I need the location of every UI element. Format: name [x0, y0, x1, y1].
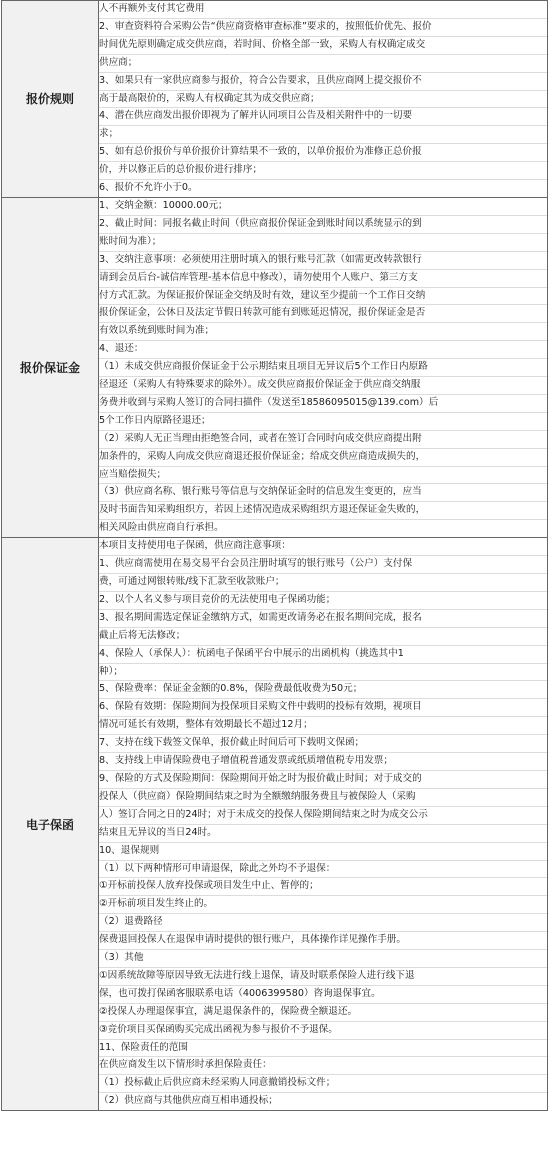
text-line: 有效以系统到账时间为准； [99, 323, 547, 341]
text-line: 10、退保规则 [99, 843, 547, 861]
text-line: 5、保险费率：保证金金额的0.8%，保险费最低收费为50元； [99, 681, 547, 699]
text-line: 本项目支持使用电子保函，供应商注意事项： [99, 538, 547, 556]
section-content-quote-deposit [99, 197, 548, 537]
text-line: 报价保证金，公休日及法定节假日转款可能有到账延迟情况，报价保证金是否 [99, 305, 547, 323]
text-line: 2、以个人名义参与项目竞价的无法使用电子保函功能； [99, 592, 547, 610]
text-line: 保，也可拨打保函客服联系电话（4006399580）咨询退保事宜。 [99, 986, 547, 1004]
section-label-e-guarantee: 电子保函 [2, 538, 99, 1111]
text-line: （1）投标截止后供应商未经采购人同意撤销投标文件； [99, 1075, 547, 1093]
text-line: 3、如果只有一家供应商参与报价，符合公告要求，且供应商网上提交报价不 [99, 73, 547, 91]
text-line: （3）其他 [99, 950, 547, 968]
text-line: 供应商； [99, 55, 547, 73]
text-line: 人不再额外支付其它费用 [99, 1, 547, 19]
text-line: 务费并收到与采购人签订的合同扫描件（发送至18586095015@139.com）后 [99, 395, 547, 413]
text-line: 在供应商发生以下情形时承担保险责任： [99, 1057, 547, 1075]
text-line: ①因系统故障等原因导致无法进行线上退保，请及时联系保险人进行线下退 [99, 968, 547, 986]
text-line: 径退还（采购人有特殊要求的除外）。成交供应商报价保证金于供应商交纳服 [99, 377, 547, 395]
text-line: 5、如有总价报价与单价报价计算结果不一致的，以单价报价为准修正总价报 [99, 144, 547, 162]
text-line: 6、保险有效期：保险期间为投保项目采购文件中载明的投标有效期，视项目 [99, 699, 547, 717]
text-line: 求； [99, 126, 547, 144]
section-content-e-guarantee [99, 538, 548, 1111]
text-line: 4、潜在供应商发出报价即视为了解并认同项目公告及相关附件中的一切要 [99, 108, 547, 126]
text-line: 投保人（供应商）保险期间结束之时为全额缴纳服务费且与被保险人（采购 [99, 789, 547, 807]
text-line: 结束且无异议的当日24时。 [99, 825, 547, 843]
text-line: 种）； [99, 664, 547, 682]
text-line: 费，可通过网银转账/线下汇款至收款账户； [99, 574, 547, 592]
text-line: 3、报名期间需选定保证金缴纳方式，如需更改请务必在报名期间完成，报名 [99, 610, 547, 628]
text-line: 6、报价不允许小于0。 [99, 182, 198, 194]
text-line: 及时书面告知采购组织方，若因上述情况造成采购组织方退还保证金失败的， [99, 502, 547, 520]
text-line: 高于最高限价的，采购人有权确定其为成交供应商； [99, 91, 547, 109]
text-line: 付方式汇款。为保证报价保证金交纳及时有效，建议至少提前一个工作日交纳 [99, 288, 547, 306]
text-line: 9、保险的方式及保险期间：保险期间开始之时为报价截止时间；对于成交的 [99, 771, 547, 789]
text-line: （2）采购人无正当理由拒绝签合同，或者在签订合同时向成交供应商提出附 [99, 431, 547, 449]
text-line: （1）以下两种情形可申请退保，除此之外均不予退保： [99, 861, 547, 879]
text-line: 4、退还： [99, 341, 547, 359]
text-line: 相关风险由供应商自行承担。 [99, 522, 224, 534]
text-line: 应当赔偿损失； [99, 467, 547, 485]
text-line: 8、支持线上申请保险费电子增值税普通发票或纸质增值税专用发票； [99, 753, 547, 771]
text-line: 11、保险责任的范围 [99, 1040, 547, 1058]
text-line: 2、审查资料符合采购公告“供应商资格审查标准”要求的，按照低价优先、报价 [99, 19, 547, 37]
text-line: 人）签订合同之日的24时；对于未成交的投保人保险期间结束之时为成交公示 [99, 807, 547, 825]
text-line: 3、交纳注意事项：必须使用注册时填入的银行账号汇款（如需更改转款银行 [99, 252, 547, 270]
text-line: 价，并以修正后的总价报价进行排序； [99, 162, 547, 180]
text-line: 请到会员后台-诚信库管理-基本信息中修改），请勿使用个人账户、第三方支 [99, 270, 547, 288]
text-line: 截止后将无法修改； [99, 628, 547, 646]
text-line: （1）未成交供应商报价保证金于公示期结束且项目无异议后5个工作日内原路 [99, 359, 547, 377]
text-line: 4、保险人（承保人）：杭函电子保函平台中展示的出函机构（挑选其中1 [99, 646, 547, 664]
text-line: 2、截止时间：同报名截止时间（供应商报价保证金到账时间以系统显示的到 [99, 216, 547, 234]
text-line: 账时间为准）； [99, 234, 547, 252]
table-row [2, 1, 548, 198]
text-line: 保费退回投保人在退保申请时提供的银行账户，具体操作详见操作手册。 [99, 932, 547, 950]
section-label-quote-rules: 报价规则 [2, 1, 99, 198]
text-line: 5个工作日内原路径退还； [99, 413, 547, 431]
text-line: 时间优先原则确定成交供应商，若时间、价格全部一致，采购人有权确定成交 [99, 37, 547, 55]
text-line: （2）供应商与其他供应商互相串通投标； [99, 1095, 278, 1107]
table-row [2, 538, 548, 1111]
text-line: ①开标前投保人放弃投保或项目发生中止、暂停的； [99, 878, 547, 896]
text-line: 加条件的，采购人向成交供应商退还报价保证金；给成交供应商造成损失的， [99, 449, 547, 467]
text-line: （2）退费路径 [99, 914, 547, 932]
text-line: （3）供应商名称、银行账号等信息与交纳保证金时的信息发生变更的，应当 [99, 484, 547, 502]
section-label-quote-deposit: 报价保证金 [2, 197, 99, 537]
text-line: 1、交纳金额：10000.00元； [99, 198, 547, 216]
table-row [2, 197, 548, 537]
document-table [1, 0, 548, 1111]
text-line: 7、支持在线下载签文保单，报价截止时间后可下载明文保函； [99, 735, 547, 753]
section-content-quote-rules [99, 1, 548, 198]
text-line: ②投保人办理退保事宜，满足退保条件的，保险费全额退还。 [99, 1004, 547, 1022]
text-line: ②开标前项目发生终止的。 [99, 896, 547, 914]
text-line: 1、供应商需使用在易交易平台会员注册时填写的银行账号（公户）支付保 [99, 556, 547, 574]
text-line: 情况可延长有效期，整体有效期最长不超过12月； [99, 717, 547, 735]
text-line: ③竞价项目买保函购买完成出函视为参与报价不予退保。 [99, 1022, 547, 1040]
